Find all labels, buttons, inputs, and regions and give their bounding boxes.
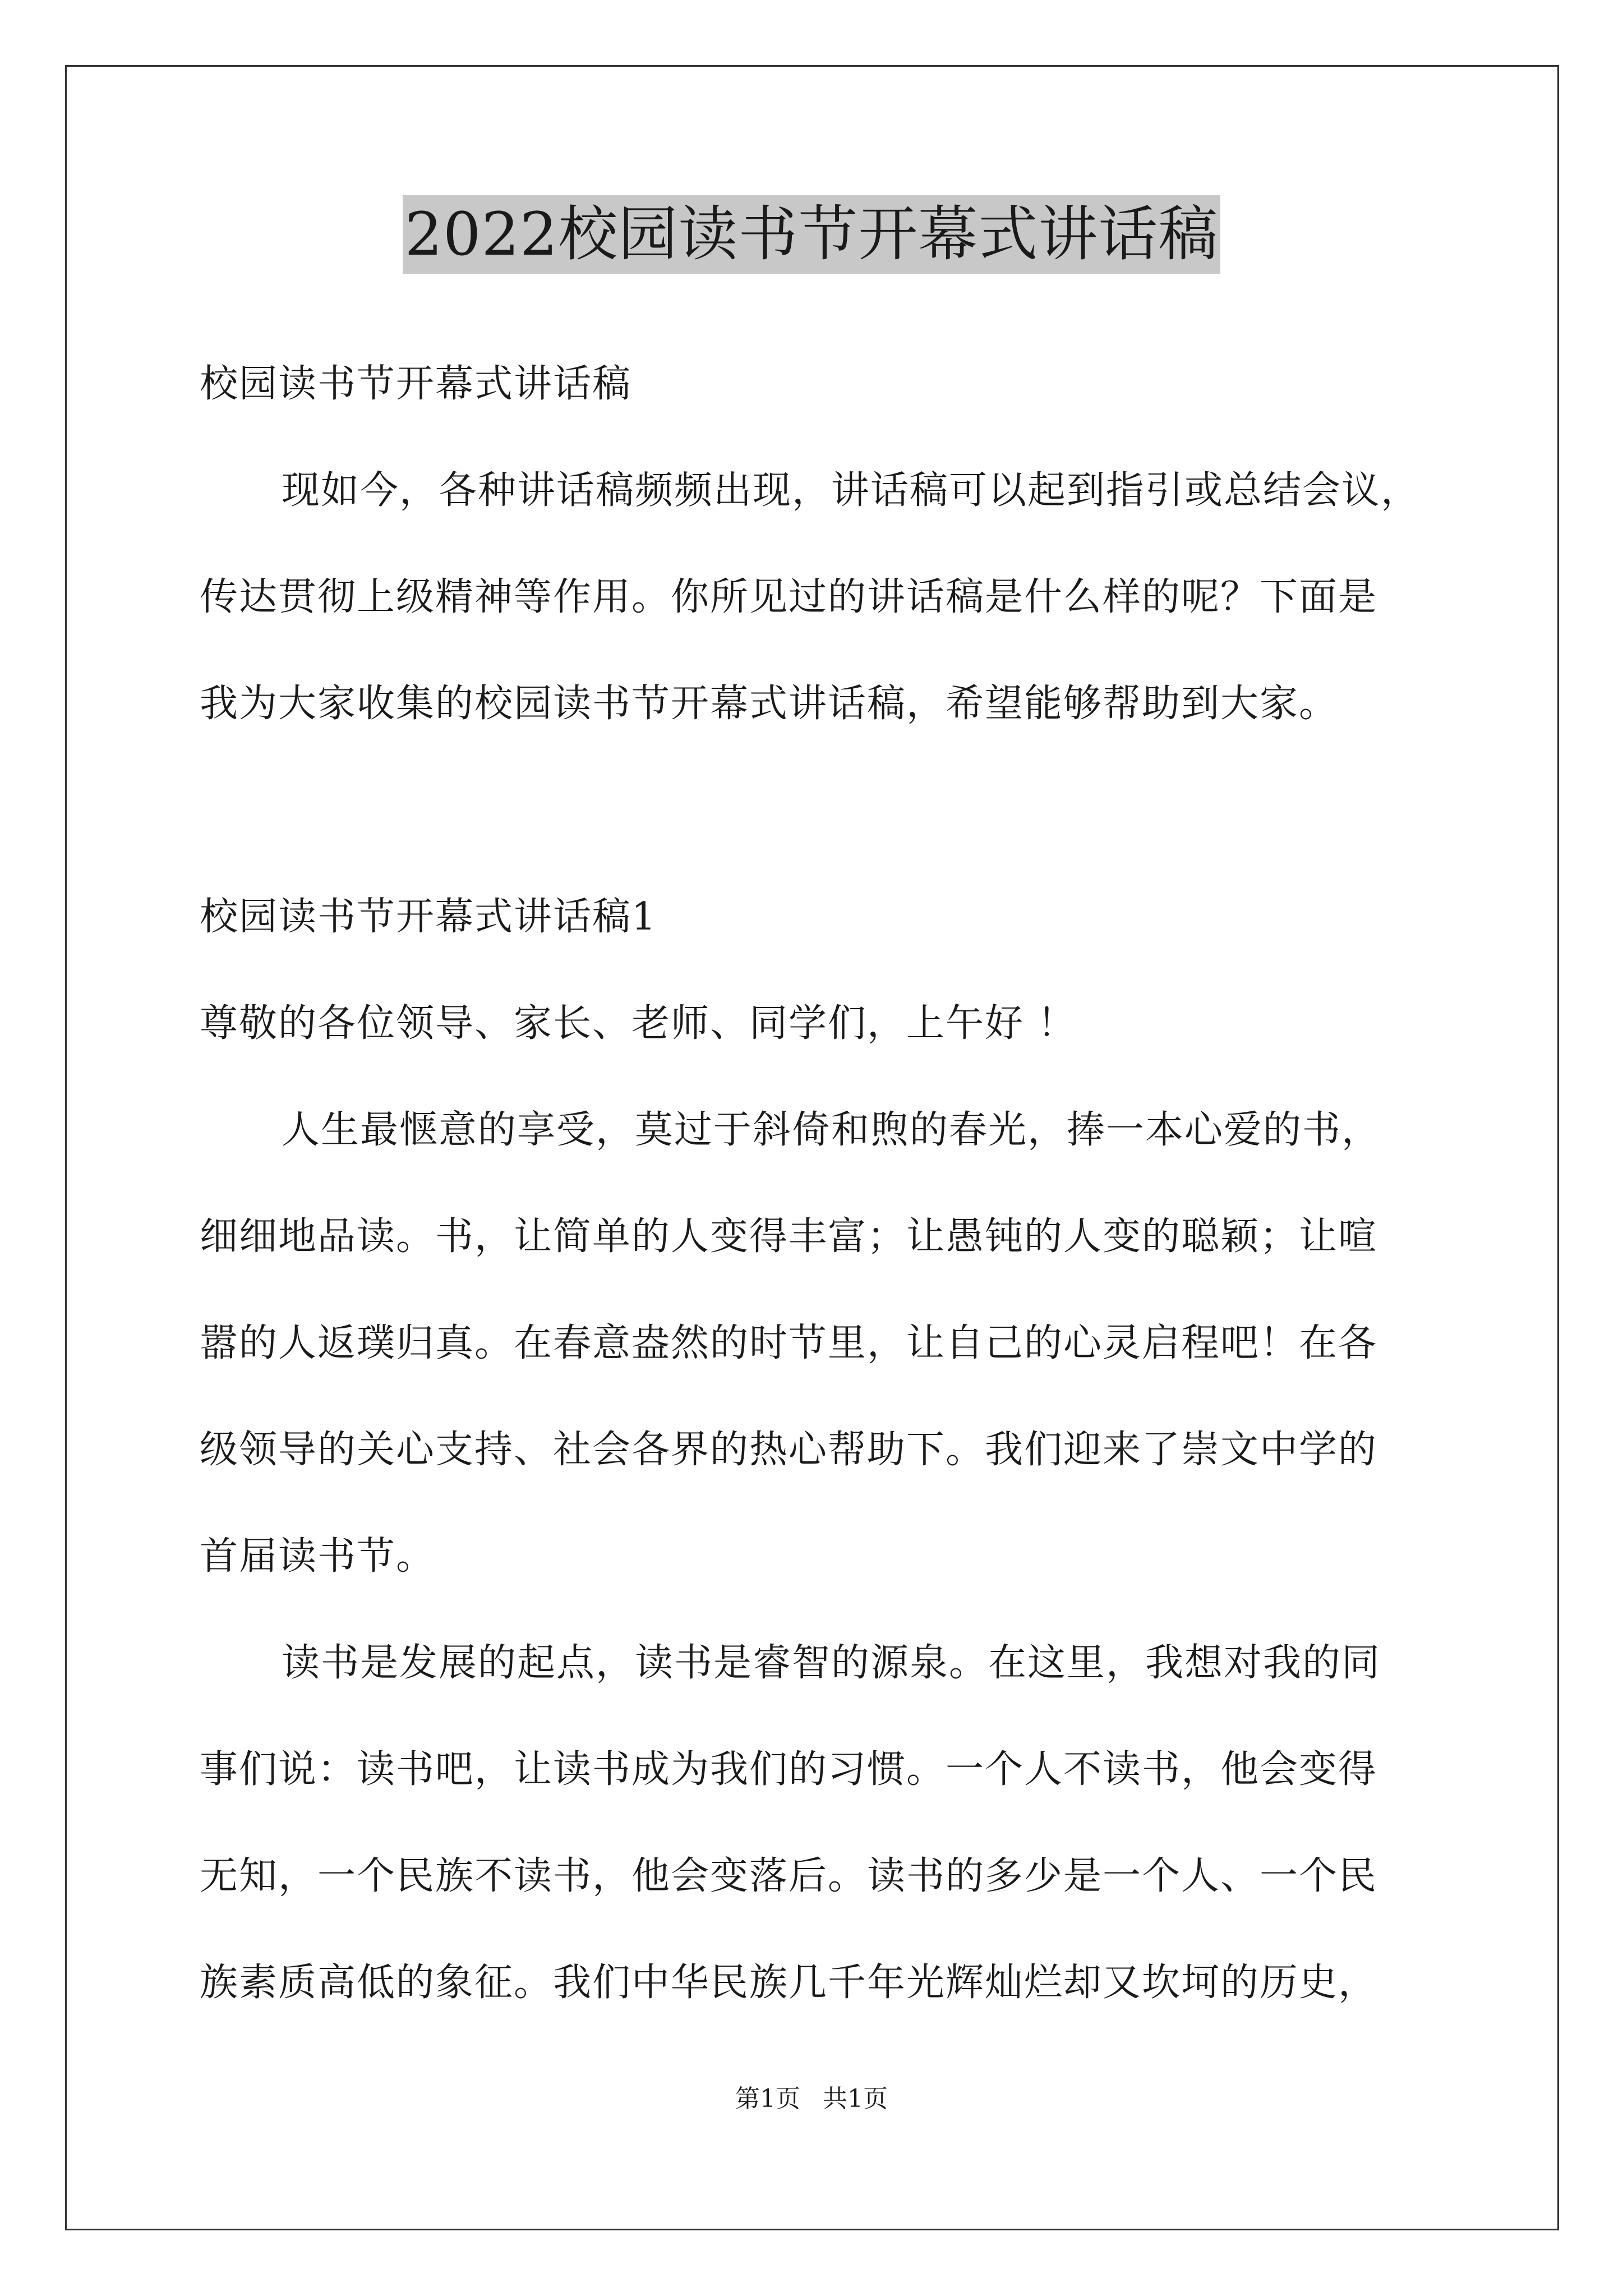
greeting-line: 尊敬的各位领导、家长、老师、同学们，上午好 ！ xyxy=(200,1001,1077,1046)
paragraph1-line: 级领导的关心支持、社会各界的热心帮助下。我们迎来了崇文中学的 xyxy=(200,1428,1378,1472)
paragraph1-line: 细细地品读。书，让简单的人变得丰富；让愚钝的人变的聪颖；让喧 xyxy=(200,1214,1378,1259)
intro-heading: 校园读书节开幕式讲话稿 xyxy=(200,362,632,406)
paragraph1-line: 首届读书节。 xyxy=(200,1534,436,1579)
paragraph2-line: 无知，一个民族不读书，他会变落后。读书的多少是一个人、一个民 xyxy=(200,1854,1378,1898)
document-body xyxy=(200,331,1433,2036)
paragraph2-line: 事们说：读书吧，让读书成为我们的习惯。一个人不读书，他会变得 xyxy=(200,1747,1378,1792)
intro-line: 现如今，各种讲话稿频频出现，讲话稿可以起到指引或总结会议， xyxy=(282,468,1421,513)
paragraph1-line: 人生最惬意的享受，莫过于斜倚和煦的春光，捧一本心爱的书， xyxy=(282,1108,1381,1152)
intro-line: 我为大家收集的校园读书节开幕式讲话稿，希望能够帮助到大家。 xyxy=(200,682,1339,726)
document-title: 2022校园读书节开幕式讲话稿 xyxy=(403,195,1221,274)
paragraph2-line: 读书是发展的起点，读书是睿智的源泉。在这里，我想对我的同 xyxy=(282,1641,1381,1685)
paragraph2-line: 族素质高低的象征。我们中华民族几千年光辉灿烂却又坎坷的历史， xyxy=(200,1961,1378,2005)
section-gap xyxy=(200,757,1433,864)
page-number-total: 共1页 xyxy=(823,2085,888,2113)
paragraph1-line: 嚣的人返璞归真。在春意盎然的时节里，让自己的心灵启程吧！在各 xyxy=(200,1321,1378,1365)
section-heading: 校园读书节开幕式讲话稿1 xyxy=(200,895,657,939)
title-container xyxy=(0,195,1623,274)
page-footer xyxy=(0,2082,1623,2116)
page-number-current: 第1页 xyxy=(735,2085,800,2113)
intro-line: 传达贯彻上级精神等作用。你所见过的讲话稿是什么样的呢？下面是 xyxy=(200,575,1378,619)
